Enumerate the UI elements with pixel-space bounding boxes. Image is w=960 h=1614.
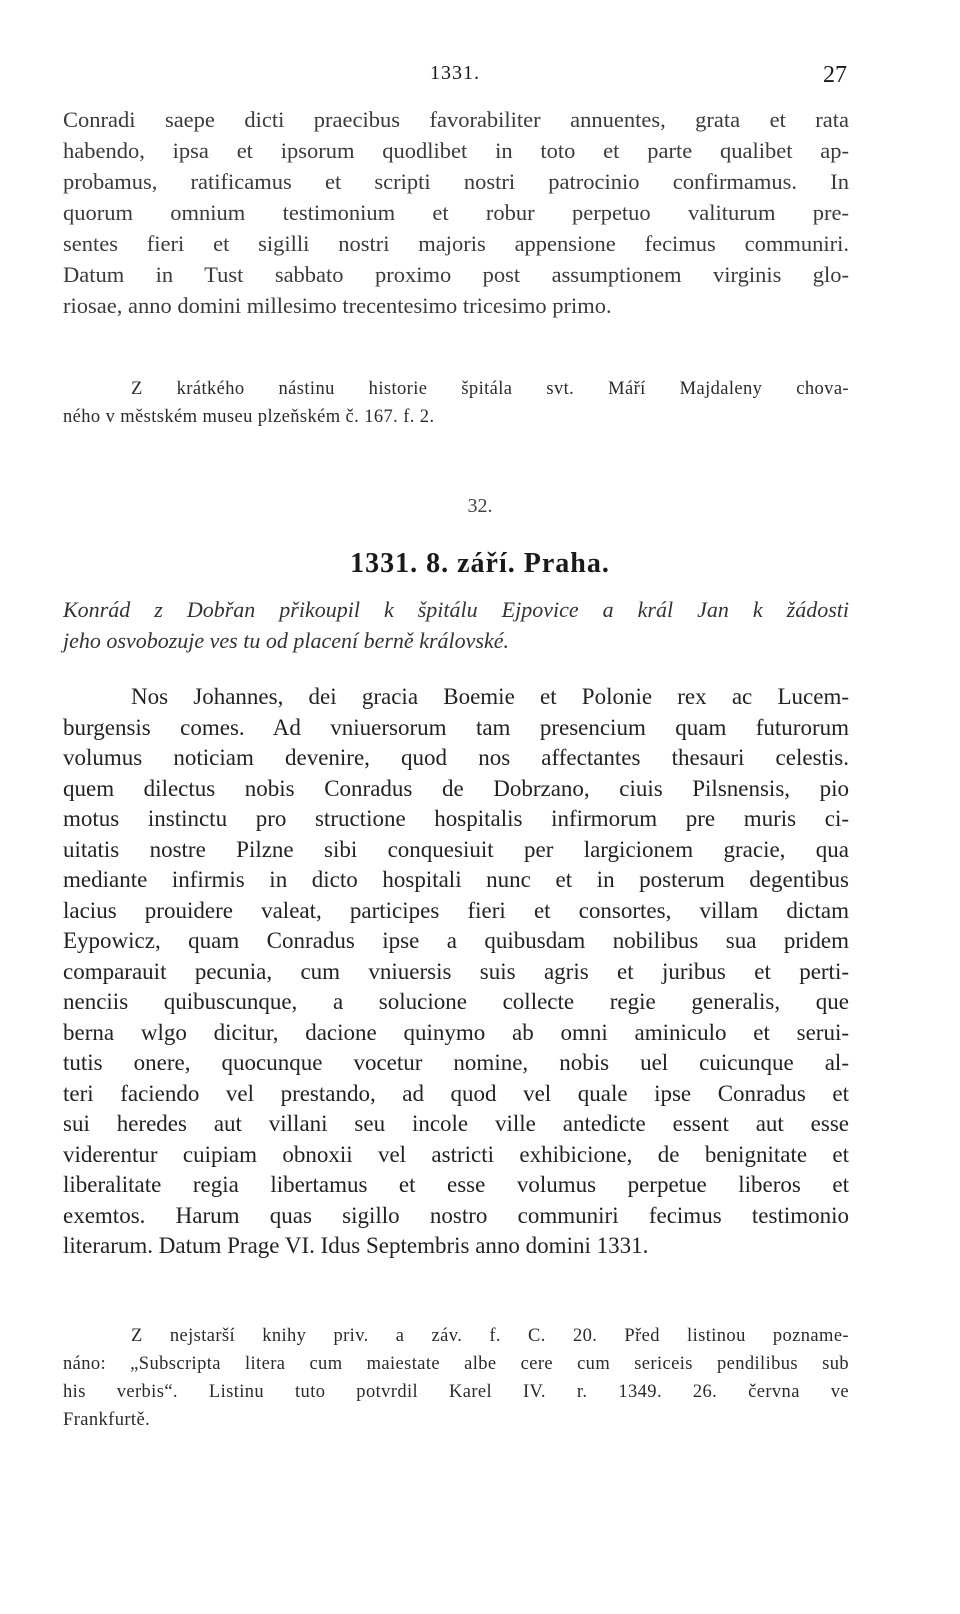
document-number: 32. [467,495,493,517]
text-line: exemtos. Harum quas sigillo nostro communiri fecimus testimonio [63,1202,849,1228]
regest-line: Konrád z Dobřan přikoupil k špitálu Ejpovice a král Jan k žádosti [63,597,849,622]
page-header [63,62,847,92]
text-line: uitatis nostre Pilzne sibi conquesiuit per largicionem gracie, qua [63,836,849,862]
text-line: volumus noticiam devenire, quod nos affectantes thesauri celestis. [63,745,849,770]
text-line: Conradi saepe dicti praecibus favorabiliter annuentes, grata et rata [63,107,849,132]
text-line: comparauit pecunia, cum vniuersis suis agris et juribus et perti- [63,958,849,984]
text-line: berna wlgo dicitur, dacione quinymo ab omni aminiculo et serui- [63,1019,849,1045]
text-line: Datum in Tust sabbato proximo post assumptionem virginis glo- [63,262,849,287]
text-line: riosae, anno domini millesimo trecentesimo tricesimo primo. [63,293,612,318]
charter-text [63,682,849,1262]
text-line: Nos Johannes, dei gracia Boemie et Polonie rex ac Lucem- [131,684,849,709]
note-line: Frankfurtě. [63,1410,151,1430]
note-line: náno: „Subscripta litera cum maiestate albe cere cum sericeis pendilibus sub [63,1354,849,1374]
regest-line: jeho osvobozuje ves tu od placení berně královské. [63,628,509,653]
text-line: burgensis comes. Ad vniuersorum tam presencium quam futurorum [63,714,849,740]
text-line: habendo, ipsa et ipsorum quodlibet in toto et parte qualibet ap- [63,138,849,163]
text-line: literarum. Datum Prage VI. Idus Septembris anno domini 1331. [63,1233,649,1258]
text-line: viderentur cuipiam obnoxii vel astricti exhibicione, de benignitate et [63,1141,849,1167]
text-line: probamus, ratificamus et scripti nostri patrocinio confirmamus. In [63,169,849,194]
text-line: quem dilectus nobis Conradus de Dobrzano, ciuis Pilsnensis, pio [63,775,849,801]
document-regest [63,594,849,656]
text-line: sentes fieri et sigilli nostri majoris appensione fecimus communiri. [63,231,849,256]
note-line: his verbis“. Listinu tuto potvrdil Karel IV. r. 1349. 26. června ve [63,1382,849,1402]
note-line: Z krátkého nástinu historie špitála svt. Máří Majdaleny chova- [131,379,849,399]
text-line: liberalitate regia libertamus et esse volumus perpetue liberos et [63,1172,849,1197]
note-line: Z nejstarší knihy priv. a záv. f. C. 20. Před listinou pozname- [131,1326,849,1346]
text-line: lacius prouidere valeat, participes fieri et consortes, villam dictam [63,897,849,923]
text-line: quorum omnium testimonium et robur perpetuo valiturum pre- [63,200,849,225]
text-line: tutis onere, quocunque vocetur nomine, nobis uel cuicunque al- [63,1050,849,1075]
page-number: 27 [823,62,847,88]
text-line: nenciis quibuscunque, a solucione collecte regie generalis, que [63,989,849,1014]
text-line: sui heredes aut villani seu incole ville antedicte essent aut esse [63,1111,849,1136]
source-note-previous [63,375,849,431]
text-line: mediante infirmis in dicto hospitali nunc et in posterum degentibus [63,867,849,892]
continued-charter-text [63,104,849,321]
source-note-charter [63,1322,849,1434]
text-line: teri faciendo vel prestando, ad quod vel quale ipse Conradus et [63,1080,849,1106]
document-date-heading: 1331. 8. září. Praha. [350,548,610,579]
text-line: motus instinctu pro structione hospitalis infirmorum pre muris ci- [63,806,849,831]
note-line: ného v městském museu plzeňském č. 167. f. 2. [63,407,435,427]
text-line: Eypowicz, quam Conradus ipse a quibusdam nobilibus sua pridem [63,928,849,953]
running-head-year: 1331. [430,62,480,84]
